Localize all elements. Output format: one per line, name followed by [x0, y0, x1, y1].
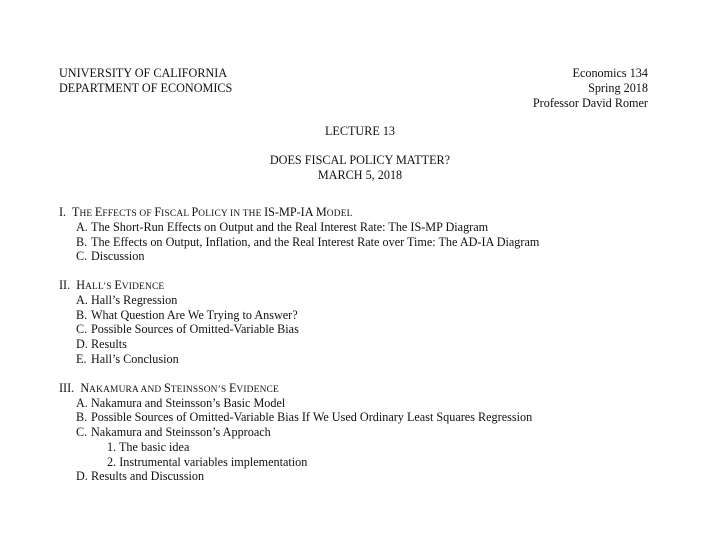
outline-item: C. Nakamura and Steinsson’s Approach: [76, 425, 271, 439]
section-heading-2: [59, 278, 164, 294]
section-numeral: III.: [59, 381, 78, 395]
outline-item: C. Discussion: [76, 249, 145, 263]
outline-subitem: 2. Instrumental variables implementation: [107, 455, 308, 469]
section-heading-text: NAKAMURA AND STEINSSON’S EVIDENCE: [80, 381, 279, 395]
course-number: Economics 134: [572, 66, 648, 80]
outline-item: D. Results: [76, 337, 127, 351]
section-numeral: II.: [59, 278, 74, 292]
outline-subitem: 1. The basic idea: [107, 440, 190, 454]
outline-item: A. Nakamura and Steinsson’s Basic Model: [76, 396, 286, 410]
outline-item: B. Possible Sources of Omitted-Variable Bias If We Used Ordinary Least Squares Regression: [76, 410, 533, 424]
outline-item: B. The Effects on Output, Inflation, and the Real Interest Rate over Time: The AD-IA Diagram: [76, 235, 540, 249]
section-heading-text: THE EFFECTS OF FISCAL POLICY IN THE IS-MP-IA MODEL: [71, 205, 353, 219]
lecture-number: LECTURE 13: [324, 124, 396, 138]
section-heading-3: [59, 381, 279, 397]
term: Spring 2018: [588, 81, 648, 95]
outline-item: D. Results and Discussion: [76, 469, 205, 483]
outline-item: C. Possible Sources of Omitted-Variable Bias: [76, 322, 299, 336]
professor-name: Professor David Romer: [532, 96, 648, 110]
section-heading-text: HALL’S EVIDENCE: [76, 278, 165, 292]
outline-item: A. Hall’s Regression: [76, 293, 178, 307]
section-numeral: I.: [59, 205, 70, 219]
outline-item: B. What Question Are We Trying to Answer?: [76, 308, 298, 322]
department-name: DEPARTMENT OF ECONOMICS: [59, 81, 233, 95]
outline-item: E. Hall’s Conclusion: [76, 352, 179, 366]
lecture-title: DOES FISCAL POLICY MATTER?: [269, 153, 451, 167]
section-heading-1: [59, 205, 353, 221]
outline-item: A. The Short-Run Effects on Output and the Real Interest Rate: The IS-MP Diagram: [76, 220, 489, 234]
lecture-date: MARCH 5, 2018: [317, 168, 403, 182]
university-name: UNIVERSITY OF CALIFORNIA: [59, 66, 228, 80]
